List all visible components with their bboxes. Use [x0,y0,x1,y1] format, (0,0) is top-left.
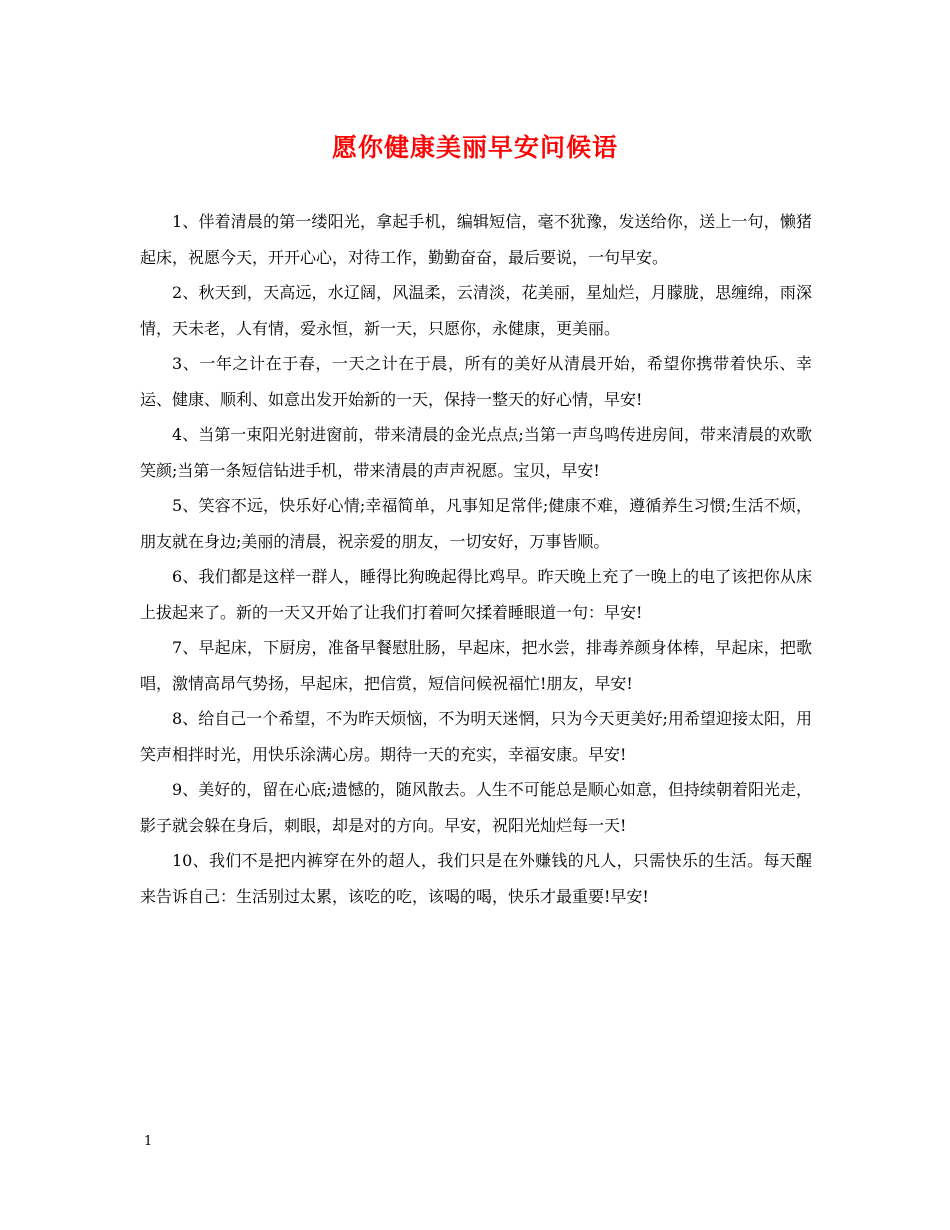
paragraph-10: 10、我们不是把内裤穿在外的超人，我们只是在外赚钱的凡人，只需快乐的生活。每天醒来告诉自己：生活别过太累，该吃的吃，该喝的喝，快乐才最重要!早安! [140,851,812,906]
document-title: 愿你健康美丽早安问候语 [331,133,618,162]
paragraph-4: 4、当第一束阳光射进窗前，带来清晨的金光点点;当第一声鸟鸣传进房间，带来清晨的欢歌笑颜;当第一条短信钻进手机，带来清晨的声声祝愿。宝贝，早安! [140,425,812,480]
document-body [140,204,812,914]
page-number: 1 [144,1134,153,1149]
paragraph-9: 9、美好的，留在心底;遗憾的，随风散去。人生不可能总是顺心如意，但持续朝着阳光走，影子就会躲在身后，刺眼，却是对的方向。早安，祝阳光灿烂每一天! [140,780,812,835]
paragraph-3: 3、一年之计在于春，一天之计在于晨，所有的美好从清晨开始，希望你携带着快乐、幸运、健康、顺利、如意出发开始新的一天，保持一整天的好心情，早安! [140,354,812,409]
paragraph-1: 1、伴着清晨的第一缕阳光，拿起手机，编辑短信，毫不犹豫，发送给你，送上一句，懒猪起床，祝愿今天，开开心心，对待工作，勤勤奋奋，最后要说，一句早安。 [140,212,812,267]
paragraph-5: 5、笑容不远，快乐好心情;幸福简单，凡事知足常伴;健康不难，遵循养生习惯;生活不烦，朋友就在身边;美丽的清晨，祝亲爱的朋友，一切安好，万事皆顺。 [140,496,812,551]
paragraph-6: 6、我们都是这样一群人，睡得比狗晚起得比鸡早。昨天晚上充了一晚上的电了该把你从床上拔起来了。新的一天又开始了让我们打着呵欠揉着睡眼道一句：早安! [140,567,812,622]
paragraph-8: 8、给自己一个希望，不为昨天烦恼，不为明天迷惘，只为今天更美好;用希望迎接太阳，用笑声相拌时光，用快乐涂满心房。期待一天的充实，幸福安康。早安! [140,709,812,764]
paragraph-2: 2、秋天到，天高远，水辽阔，风温柔，云清淡，花美丽，星灿烂，月朦胧，思缠绵，雨深情，天未老，人有情，爱永恒，新一天，只愿你，永健康，更美丽。 [140,283,812,338]
paragraph-7: 7、早起床，下厨房，准备早餐慰肚肠，早起床，把水尝，排毒养颜身体棒，早起床，把歌唱，激情高昂气势扬，早起床，把信赏，短信问候祝福忙!朋友，早安! [140,638,812,693]
